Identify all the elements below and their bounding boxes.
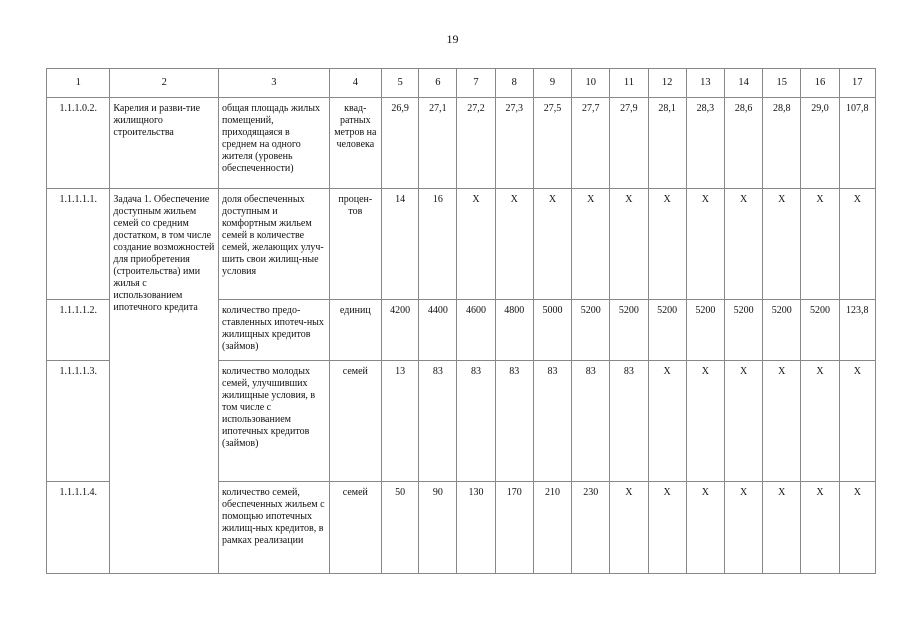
value-cell: 28,3	[686, 98, 724, 189]
column-header: 6	[419, 69, 457, 98]
value-cell: 5200	[801, 300, 839, 361]
value-cell: 83	[610, 361, 648, 482]
row-indicator: количество семей, обеспеченных жильем с помощью ипотечных жилищ-ных кредитов, в рамках реализации	[219, 482, 330, 574]
value-cell: X	[763, 361, 801, 482]
row-indicator: количество молодых семей, улучшивших жилищные условия, в том числе с использованием ипотечных кредитов (займов)	[219, 361, 330, 482]
column-header: 4	[329, 69, 381, 98]
row-code: 1.1.1.1.3.	[47, 361, 110, 482]
value-cell: X	[686, 482, 724, 574]
row-code: 1.1.1.0.2.	[47, 98, 110, 189]
value-cell: 28,8	[763, 98, 801, 189]
value-cell: 27,1	[419, 98, 457, 189]
value-cell: 27,7	[572, 98, 610, 189]
column-header: 16	[801, 69, 839, 98]
column-header: 10	[572, 69, 610, 98]
value-cell: 27,2	[457, 98, 495, 189]
value-cell: X	[724, 361, 762, 482]
value-cell: 5200	[686, 300, 724, 361]
indicator-table	[46, 68, 876, 574]
value-cell: 14	[381, 189, 418, 300]
value-cell: 28,1	[648, 98, 686, 189]
value-cell: 170	[495, 482, 533, 574]
row-name: Задача 1. Обеспечение доступным жильем семей со средним достатком, в том числе создание возможностей для приобретения (строительства) ими жилья с использованием ипотечного кредита	[110, 189, 219, 574]
value-cell: 27,3	[495, 98, 533, 189]
value-cell: 5000	[533, 300, 571, 361]
row-code: 1.1.1.1.4.	[47, 482, 110, 574]
table-row	[47, 98, 876, 189]
value-cell: 4400	[419, 300, 457, 361]
value-cell: X	[648, 482, 686, 574]
row-name: Карелия и разви-тие жилищного строительства	[110, 98, 219, 189]
value-cell: X	[610, 189, 648, 300]
column-header: 9	[533, 69, 571, 98]
row-indicator: общая площадь жилых помещений, приходящаяся в среднем на одного жителя (уровень обеспеченности)	[219, 98, 330, 189]
value-cell: 5200	[724, 300, 762, 361]
value-cell: 16	[419, 189, 457, 300]
column-header: 11	[610, 69, 648, 98]
column-header: 8	[495, 69, 533, 98]
row-code: 1.1.1.1.1.	[47, 189, 110, 300]
value-cell: X	[801, 361, 839, 482]
value-cell: X	[533, 189, 571, 300]
row-unit: семей	[329, 361, 381, 482]
header-row	[47, 69, 876, 98]
value-cell: X	[763, 189, 801, 300]
value-cell: X	[839, 189, 875, 300]
value-cell: 210	[533, 482, 571, 574]
row-unit: процен-тов	[329, 189, 381, 300]
value-cell: X	[763, 482, 801, 574]
page-number: 19	[446, 32, 459, 46]
value-cell: 5200	[610, 300, 648, 361]
value-cell: 123,8	[839, 300, 875, 361]
value-cell: 5200	[763, 300, 801, 361]
column-header: 13	[686, 69, 724, 98]
value-cell: 83	[419, 361, 457, 482]
column-header: 14	[724, 69, 762, 98]
value-cell: 13	[381, 361, 418, 482]
row-indicator: доля обеспеченных доступным и комфортным жильем семей в количестве семей, желающих улуч-шить свои жилищ-ные условия	[219, 189, 330, 300]
table-row	[47, 189, 876, 300]
column-header: 17	[839, 69, 875, 98]
value-cell: X	[686, 189, 724, 300]
value-cell: 5200	[572, 300, 610, 361]
value-cell: X	[495, 189, 533, 300]
value-cell: X	[839, 361, 875, 482]
value-cell: X	[724, 482, 762, 574]
value-cell: 107,8	[839, 98, 875, 189]
value-cell: X	[686, 361, 724, 482]
value-cell: 29,0	[801, 98, 839, 189]
value-cell: 90	[419, 482, 457, 574]
value-cell: 26,9	[381, 98, 418, 189]
value-cell: 4200	[381, 300, 418, 361]
row-unit: квад-ратных метров на человека	[329, 98, 381, 189]
column-header: 12	[648, 69, 686, 98]
value-cell: 27,5	[533, 98, 571, 189]
value-cell: 4800	[495, 300, 533, 361]
value-cell: X	[648, 361, 686, 482]
column-header: 1	[47, 69, 110, 98]
value-cell: 83	[572, 361, 610, 482]
column-header: 5	[381, 69, 418, 98]
value-cell: 83	[457, 361, 495, 482]
value-cell: 50	[381, 482, 418, 574]
value-cell: 4600	[457, 300, 495, 361]
value-cell: X	[839, 482, 875, 574]
column-header: 7	[457, 69, 495, 98]
column-header: 15	[763, 69, 801, 98]
value-cell: 83	[495, 361, 533, 482]
row-code: 1.1.1.1.2.	[47, 300, 110, 361]
value-cell: X	[648, 189, 686, 300]
value-cell: 230	[572, 482, 610, 574]
value-cell: 27,9	[610, 98, 648, 189]
value-cell: X	[457, 189, 495, 300]
row-indicator: количество предо-ставленных ипотеч-ных жилищных кредитов (займов)	[219, 300, 330, 361]
value-cell: 83	[533, 361, 571, 482]
value-cell: X	[724, 189, 762, 300]
value-cell: X	[801, 482, 839, 574]
value-cell: 28,6	[724, 98, 762, 189]
value-cell: 5200	[648, 300, 686, 361]
value-cell: 130	[457, 482, 495, 574]
column-header: 3	[219, 69, 330, 98]
row-unit: единиц	[329, 300, 381, 361]
value-cell: X	[572, 189, 610, 300]
value-cell: X	[610, 482, 648, 574]
row-unit: семей	[329, 482, 381, 574]
column-header: 2	[110, 69, 219, 98]
value-cell: X	[801, 189, 839, 300]
